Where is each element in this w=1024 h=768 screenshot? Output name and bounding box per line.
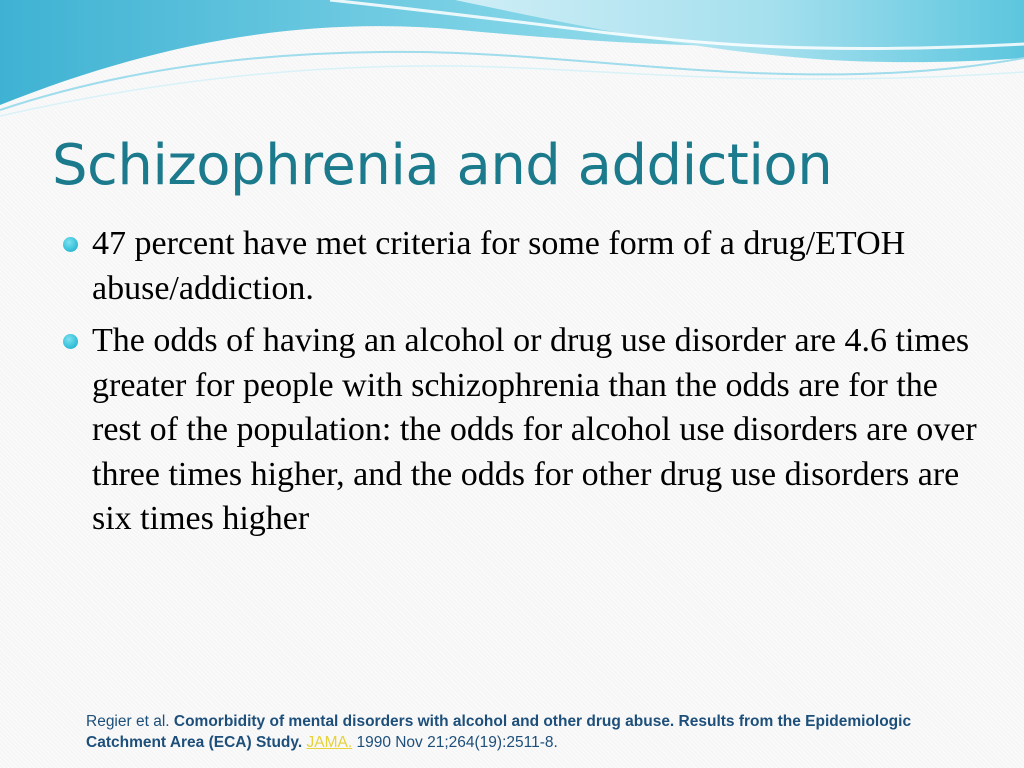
citation [86, 711, 966, 753]
bullet-marker-icon [63, 237, 78, 252]
decorative-wave-header [0, 0, 1024, 120]
bullet-text: The odds of having an alcohol or drug use disorder are 4.6 times greater for people with schizophrenia than the odds are for the rest of the population: the odds for alcohol use disorders are over three times higher, and the odds for other drug use disorders are six times higher [92, 322, 977, 537]
slide-title: Schizophrenia and addiction [52, 133, 833, 198]
bullet-marker-icon [63, 334, 78, 349]
bullet-text: 47 percent have met criteria for some form of a drug/ETOH abuse/addiction. [92, 225, 906, 307]
bullet-list [62, 222, 977, 550]
citation-journal-link[interactable]: JAMA. [306, 734, 353, 751]
citation-details: 1990 Nov 21;264(19):2511-8. [356, 734, 558, 751]
bullet-item-odds [62, 319, 977, 542]
bullet-item-prevalence [62, 222, 977, 311]
citation-title: Comorbidity of mental disorders with alcohol and other drug abuse. Results from the Epidemiologic Catchment Area (ECA) Study. [86, 713, 912, 751]
citation-authors: Regier et al. [86, 713, 170, 730]
